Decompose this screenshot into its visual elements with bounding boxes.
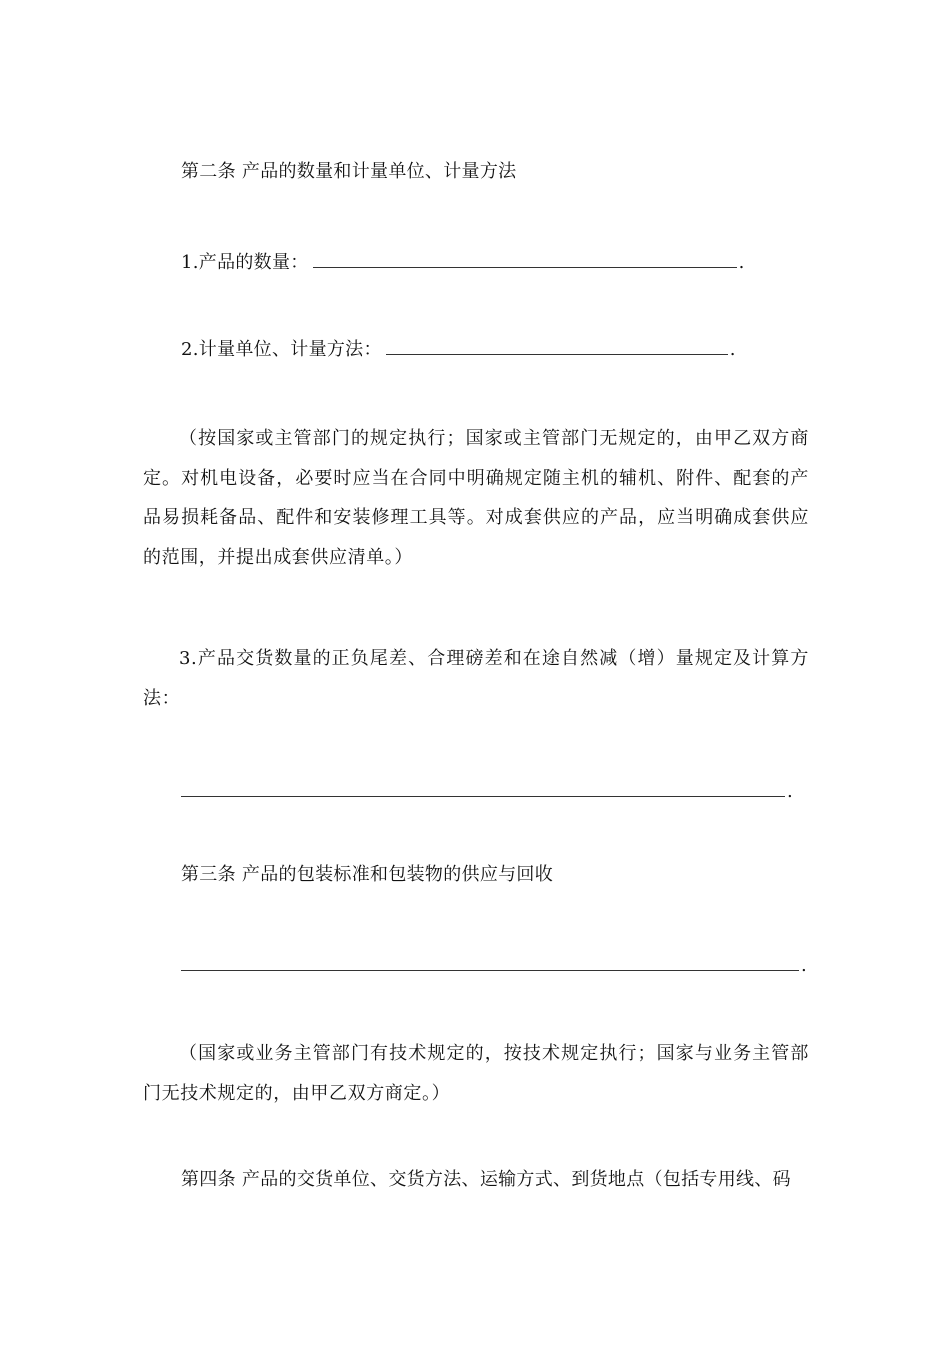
quantity-blank[interactable]: [313, 247, 737, 268]
article-3-answer: .: [181, 950, 851, 981]
article-3-note: （国家或业务主管部门有技术规定的，按技术规定执行；国家与业务主管部门无技术规定的，由甲乙双方商定。）: [143, 1043, 809, 1104]
article-2-item-1: 1.产品的数量： .: [143, 247, 851, 278]
item-1-label: 1.产品的数量：: [181, 252, 309, 273]
tolerance-blank[interactable]: [181, 776, 785, 797]
packaging-blank[interactable]: [181, 950, 799, 971]
article-2-note: （按国家或主管部门的规定执行；国家或主管部门无规定的，由甲乙双方商定。对机电设备，必要时应当在合同中明确规定随主机的辅机、附件、配套的产品易损耗备品、配件和安装修理工具等。对成套供应的产品，应当明确成套供应的范围，并提出成套供应清单。）: [143, 428, 809, 568]
article-2-item-3-answer: .: [181, 776, 851, 807]
article-2-item-3: 3.产品交货数量的正负尾差、合理磅差和在途自然减（增）量规定及计算方法：: [143, 648, 809, 709]
article-2-heading: 第二条 产品的数量和计量单位、计量方法: [181, 161, 517, 182]
unit-method-blank[interactable]: [386, 334, 728, 355]
article-2-item-2: 2.计量单位、计量方法： .: [143, 334, 851, 365]
article-4-heading: 第四条 产品的交货单位、交货方法、运输方式、到货地点（包括专用线、码: [181, 1169, 791, 1190]
article-3-heading: 第三条 产品的包装标准和包装物的供应与回收: [181, 864, 554, 885]
item-2-label: 2.计量单位、计量方法：: [181, 339, 382, 360]
